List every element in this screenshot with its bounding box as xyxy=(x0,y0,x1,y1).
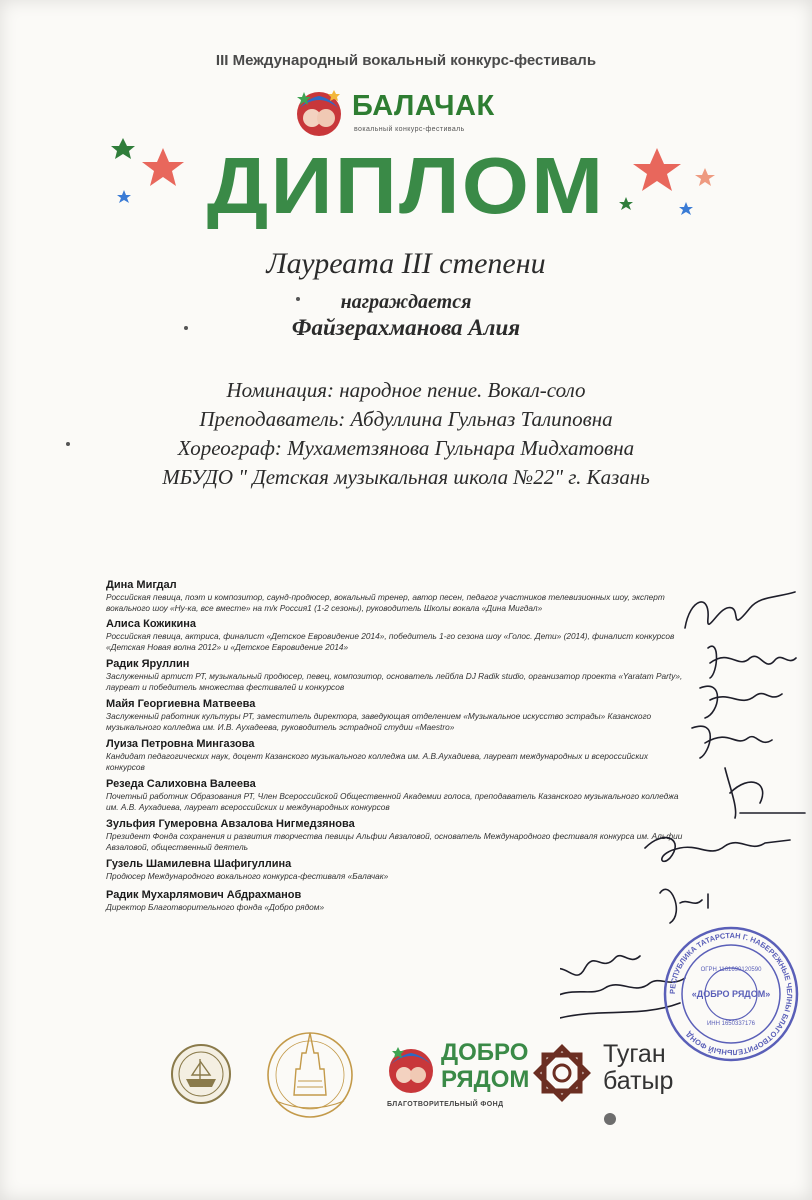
jury-member-desc: Директор Благотворительного фонда «Добро рядом» xyxy=(106,901,325,912)
stamp-center: «ДОБРО РЯДОМ» xyxy=(691,989,771,999)
balachak-logo xyxy=(286,82,526,142)
tugan-line1: Туган xyxy=(603,1040,666,1068)
stamp-ogrn: ОГРН 1161690120590 xyxy=(700,967,762,973)
jury-member-name: Дина Мигдал xyxy=(106,579,177,591)
laureate-degree: Лауреата III степени xyxy=(266,247,546,280)
decor-dot xyxy=(604,1113,616,1125)
decor-dot xyxy=(66,442,70,446)
recipient-name: Файзерахманова Алия xyxy=(291,315,521,340)
signature-7 xyxy=(660,889,708,923)
dobro-ryadom-name xyxy=(441,1039,529,1093)
stamp-inn: ИНН 1650337176 xyxy=(706,1021,756,1027)
teacher: Преподаватель: Абдуллина Гульназ Талиповна xyxy=(199,407,613,431)
signature-6 xyxy=(645,838,790,862)
jury-member-name: Луиза Петровна Мингазова xyxy=(106,738,255,750)
jury-member-desc: Заслуженный артист РТ, музыкальный продюсер, певец, композитор, основатель лейбла DJ Radik studio, организатор проекта «Yaratam Party», лауреат и победитель множества фестивалей и конкурсов xyxy=(106,671,683,692)
dobro-line2: РЯДОМ xyxy=(441,1066,530,1093)
jury-member-name: Майя Георгиевна Матвеева xyxy=(106,698,256,710)
jury-member-name: Радик Мухарлямович Абдрахманов xyxy=(106,888,302,901)
jury-member-name: Зульфия Гумеровна Авзалова Нигмедзянова xyxy=(106,818,355,830)
jury-member-desc: Российская певица, поэт и композитор, саунд-продюсер, вокальный тренер, автор песен, педагог участников телевизионных шоу, эксперт вокального шоу «Ну-ка, все вместе» на т/к Россия1 (1-2 сезоны), руководитель Школы вокала «Дина Мигдал» xyxy=(106,592,665,613)
awarded-label: награждается xyxy=(340,291,472,313)
logo-name: БАЛАЧАК xyxy=(352,90,495,122)
sponsor-logos xyxy=(0,1015,812,1125)
jury-member-desc: Российская певица, актриса, финалист «Детское Евровидение 2014», победитель 1-го сезона шоу «Голос. Дети» (2014), финалист конкурсов «Детская Новая волна 2012» и «Детское Евровидение 2014» xyxy=(106,631,675,652)
logo-subtitle: вокальный конкурс-фестиваль xyxy=(354,126,465,133)
dobro-ryadom-subtitle: БЛАГОТВОРИТЕЛЬНЫЙ ФОНД xyxy=(387,1101,504,1108)
nomination: Номинация: народное пение. Вокал-соло xyxy=(226,378,586,402)
emblem-ship-icon xyxy=(170,1043,232,1105)
details-block xyxy=(0,376,812,492)
signature-5 xyxy=(725,768,805,818)
signature-1 xyxy=(685,592,795,628)
tugan-batyr-emblem-icon xyxy=(530,1041,594,1105)
signature-8 xyxy=(560,956,640,975)
jury-member-desc: Заслуженный работник культуры РТ, заместитель директора, заведующая отделением «Музыкальное искусство эстрады» Казанского музыкального колледжа им. И.В. Аухадеева, руководитель эстрадной студии «Maestro» xyxy=(106,711,652,732)
dobro-ryadom-emblem-icon xyxy=(384,1041,438,1097)
tugan-line2: батыр xyxy=(603,1067,674,1095)
signature-4 xyxy=(692,726,772,758)
dobro-line1: ДОБРО xyxy=(441,1039,529,1066)
jury-member-name: Радик Яруллин xyxy=(106,658,190,670)
decor-dot xyxy=(296,297,300,301)
jury-member-desc: Кандидат педагогических наук, доцент Казанского музыкального колледжа им. А.В.Аухадиева, лауреат международных и всероссийских конкурсов xyxy=(106,751,649,772)
decor-dot xyxy=(184,326,188,330)
signature-3 xyxy=(700,686,782,718)
jury-member-name: Алиса Кожикина xyxy=(106,618,196,630)
tugan-batyr-name xyxy=(603,1041,673,1095)
jury-member-desc: Президент Фонда сохранения и развития творчества певицы Альфии Авзаловой, основатель Международного фестиваля конкурса им. Альфии Авзаловой, общественный деятель xyxy=(106,831,683,852)
festival-line: III Международный вокальный конкурс-фестиваль xyxy=(215,52,597,69)
jury-member-desc: Продюсер Международного вокального конкурса-фестиваля «Балачак» xyxy=(106,871,389,881)
stamp-ring-text: РЕСПУБЛИКА ТАТАРСТАН Г. НАБЕРЕЖНЫЕ ЧЕЛНЫ БЛАГОТВОРИТЕЛЬНЫЙ ФОНД xyxy=(667,930,795,1058)
school: МБУДО " Детская музыкальная школа №22" г. Казань xyxy=(162,465,650,489)
jury-member-desc: Почетный работник Образования РТ, Член Всероссийской Общественной Академии голоса, преподаватель Казанского музыкального колледжа им. А.В. Аухадиева, лауреат всероссийских и международных конкурсов xyxy=(106,791,679,812)
jury-member-name: Резеда Салиховна Валеева xyxy=(106,778,256,790)
choreographer: Хореограф: Мухаметзянова Гульнара Мидхатовна xyxy=(177,436,635,460)
balachak-emblem-icon xyxy=(290,84,348,142)
jury-member-name: Гузель Шамилевна Шафигуллина xyxy=(106,858,292,870)
kremlin-tower-emblem-icon xyxy=(262,1025,358,1121)
diploma-title: ДИПЛОМ xyxy=(206,141,606,230)
signature-2 xyxy=(708,646,796,678)
